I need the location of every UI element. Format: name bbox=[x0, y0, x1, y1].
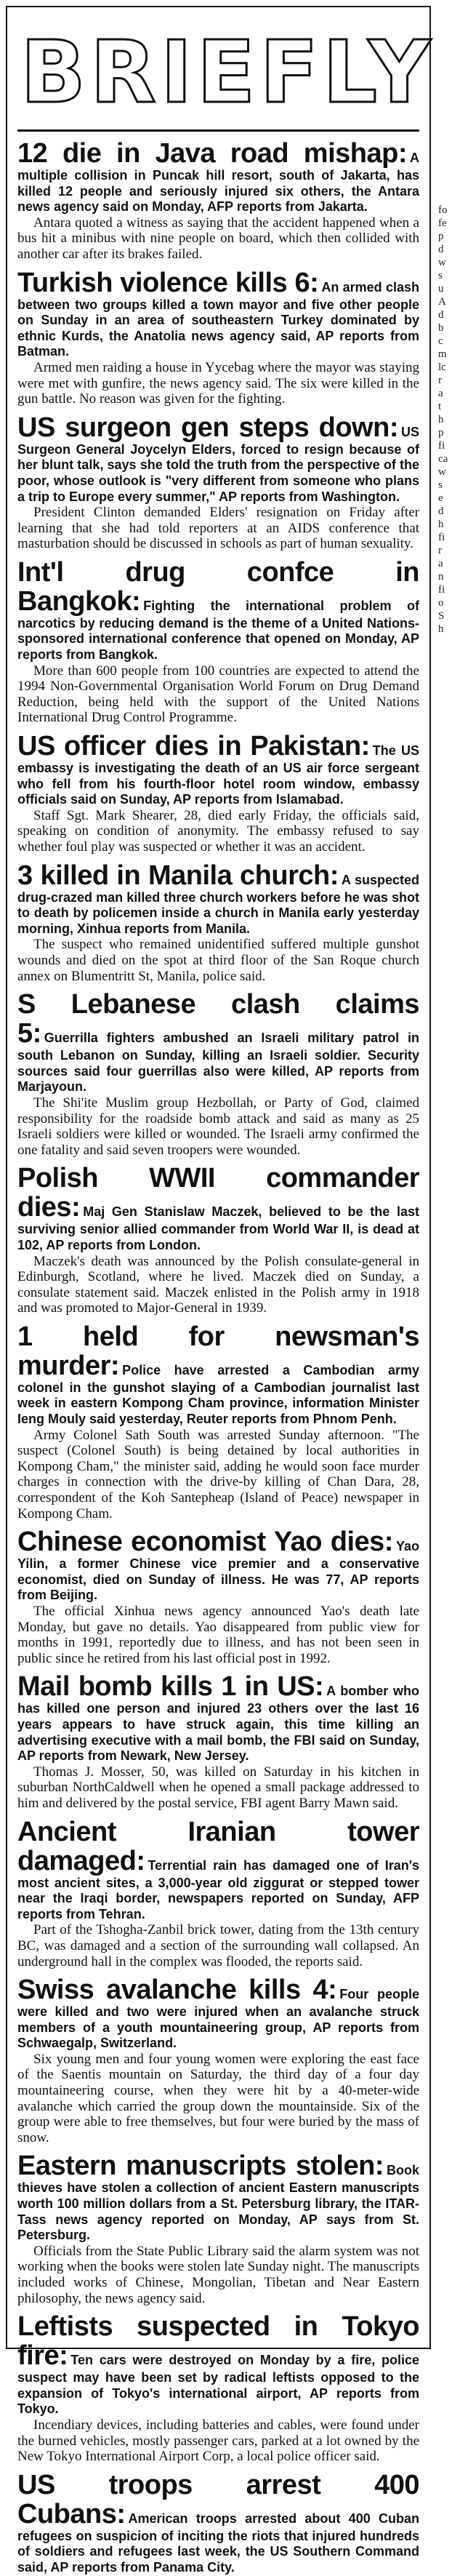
news-brief bbox=[17, 1527, 419, 1666]
brief-text: Fighting the international problem of narcotics by reducing demand is the theme of a United Nations-sponsored international conference that opened on Monday, AP reports from Bangkok. bbox=[17, 598, 419, 663]
brief-lead-paragraph bbox=[17, 2471, 419, 2576]
news-brief bbox=[17, 2312, 419, 2465]
edge-text-fragment: p bbox=[438, 231, 444, 242]
edge-text-fragment: a bbox=[438, 388, 443, 399]
news-brief bbox=[17, 2471, 419, 2576]
news-brief bbox=[17, 1322, 419, 1521]
news-brief bbox=[17, 732, 419, 855]
news-brief bbox=[17, 1672, 419, 1811]
edge-text-fragment: fi bbox=[438, 584, 445, 596]
edge-text-fragment: p bbox=[438, 427, 444, 439]
brief-headline: Ancient Iranian tower damaged: bbox=[17, 1816, 419, 1876]
edge-text-fragment: m bbox=[438, 348, 447, 360]
brief-text: Armed men raiding a house in Yycebag where the mayor was staying were met with gunfire, the news agency said. The six were killed in the gun battle. No reason was given for the fighting. bbox=[17, 359, 419, 407]
brief-paragraph bbox=[17, 1922, 419, 1969]
news-brief bbox=[17, 268, 419, 407]
edge-text-fragment: h bbox=[438, 623, 444, 635]
brief-paragraph bbox=[17, 1764, 419, 1812]
brief-text: Antara quoted a witness as saying that the accident happened when a bus hit a minibus with nine people on board, which then collided with another car after its brakes failed. bbox=[17, 215, 419, 262]
edge-text-fragment: d bbox=[438, 505, 444, 517]
brief-lead-paragraph bbox=[17, 1817, 419, 1923]
brief-paragraph bbox=[17, 360, 419, 407]
brief-paragraph bbox=[17, 1095, 419, 1158]
brief-lead-paragraph bbox=[17, 1164, 419, 1253]
edge-text-fragment: S bbox=[438, 610, 445, 622]
adjacent-column-fragment bbox=[438, 0, 460, 2355]
brief-text: President Clinton demanded Elders' resignation on Friday after learning that she had told reporters at an AIDS conference that masturbation should be discussed in schools as part of human sexuality. bbox=[17, 505, 419, 552]
edge-text-fragment: fe bbox=[438, 217, 447, 229]
brief-lead-paragraph bbox=[17, 1322, 419, 1428]
brief-paragraph bbox=[17, 1254, 419, 1316]
news-brief bbox=[17, 413, 419, 552]
brief-headline: Polish WWII commander dies: bbox=[17, 1163, 419, 1223]
brief-headline: Turkish violence kills 6: bbox=[17, 267, 319, 298]
brief-text: Officials from the State Public Library said the alarm system was not working when the books were stolen late Sunday night. The manuscripts included works of Chinese, Mongolian, Tibetan and Near Eastern philosophy, the news agency said. bbox=[17, 2243, 419, 2306]
brief-headline: Eastern manuscripts stolen: bbox=[17, 2151, 384, 2182]
edge-text-fragment: n bbox=[438, 571, 444, 583]
brief-headline: US troops arrest 400 Cubans: bbox=[17, 2469, 419, 2529]
edge-text-fragment: w bbox=[438, 466, 446, 478]
brief-paragraph bbox=[17, 505, 419, 552]
brief-text: The suspect who remained unidentified suffered multiple gunshot wounds and died on the spot at third floor of the San Roque church annex on Blumentritt St, Manila, police said. bbox=[17, 937, 419, 984]
brief-text: Police have arrested a Cambodian army colonel in the gunshot slaying of a Cambodian journalist last week in eastern Kompong Cham province, information Minister Ieng Mouly said yesterday, Reuter reports from Phnom Penh. bbox=[17, 1362, 419, 1427]
edge-text-fragment: h bbox=[438, 519, 444, 530]
brief-paragraph bbox=[17, 663, 419, 726]
brief-headline: US officer dies in Pakistan: bbox=[17, 731, 370, 762]
masthead bbox=[17, 17, 435, 127]
brief-lead-paragraph bbox=[17, 732, 419, 808]
edge-text-fragment: h bbox=[438, 414, 444, 425]
brief-text: Six young men and four young women were exploring the east face of the Saentis mountain on Saturday, the third day of a four day mountaineering course, when they were hit by a 40-meter-wide avalanche which carried the group down the mountainside. Six of the group were able to free themselves, but four were buried by the mass of snow. bbox=[17, 2051, 419, 2145]
masthead-rule bbox=[17, 129, 419, 132]
news-brief bbox=[17, 139, 419, 263]
brief-headline: Mail bomb kills 1 in US: bbox=[17, 1671, 324, 1703]
brief-text: Army Colonel Sath South was arrested Sunday afternoon. "The suspect (Colonel South) is being detained by local authorities in Kompong Cham," the minister said, adding he would soon face murder charges in connection with the drive-by killing of Chan Dara, 28, correspondent of the Koh Santepheap (Island of Peace) newspaper in Kompong Cham. bbox=[17, 1427, 419, 1521]
edge-text-fragment: r bbox=[438, 375, 442, 386]
brief-text: The Shi'ite Muslim group Hezbollah, or Party of God, claimed responsibility for the roadside bomb attack and said as many as 25 Israeli soldiers were killed or wounded. The Israeli army confirmed the one fatality and said seven troopers were wounded. bbox=[17, 1095, 419, 1158]
news-brief bbox=[17, 2151, 419, 2306]
brief-paragraph bbox=[17, 1428, 419, 1522]
brief-lead-paragraph bbox=[17, 1672, 419, 1764]
news-brief bbox=[17, 1164, 419, 1316]
edge-text-fragment: d bbox=[438, 244, 444, 255]
masthead-title: BRIEFLY bbox=[20, 22, 435, 122]
brief-text: Yao Yilin, a former Chinese vice premier and a conservative economist, died on Sunday of illness. He was 77, AP reports from Beijing. bbox=[17, 1539, 419, 1603]
brief-text: US Surgeon General Joycelyn Elders, forced to resign because of her blunt talk, says she told the truth from the perspective of the poor, whose outlook is "very different from someone who plans a trip to Europe every summer," AP reports from Washington. bbox=[17, 424, 419, 504]
brief-paragraph bbox=[17, 1604, 419, 1666]
brief-paragraph bbox=[17, 808, 419, 855]
brief-paragraph bbox=[17, 937, 419, 984]
edge-text-fragment: w bbox=[438, 257, 446, 268]
brief-text: A multiple collision in Puncak hill resort, south of Jakarta, has killed 12 people and seriously injured six others, the Antara news agency said on Monday, AFP reports from Jakarta. bbox=[17, 151, 419, 215]
edge-text-fragment: e bbox=[438, 492, 443, 504]
brief-text: An armed clash between two groups killed a town mayor and five other people on Sunday in an area of southeastern Turkey dominated by ethnic Kurds, the Anatolia news agency said, AP reports from Batman. bbox=[17, 279, 419, 359]
news-brief bbox=[17, 1975, 419, 2145]
brief-text: Terrential rain has damaged one of Iran's most ancient sites, a 3,000-year old ziggurat or stepped tower near the Iraqi border, newspapers reported on Sunday, AFP reports from Tehran. bbox=[17, 1857, 419, 1921]
news-brief bbox=[17, 861, 419, 985]
brief-headline: Int'l drug confce in Bangkok: bbox=[17, 556, 419, 617]
brief-paragraph bbox=[17, 215, 419, 263]
edge-text-fragment: lc bbox=[438, 361, 446, 373]
story-list bbox=[17, 139, 419, 2576]
brief-paragraph bbox=[17, 2417, 419, 2465]
brief-lead-paragraph bbox=[17, 2151, 419, 2243]
edge-text-fragment: o bbox=[438, 597, 444, 609]
edge-text-fragment: t bbox=[438, 401, 442, 412]
edge-text-fragment: A bbox=[438, 296, 446, 308]
brief-paragraph bbox=[17, 2052, 419, 2146]
brief-text: Maczek's death was announced by the Polish consulate-general in Edinburgh, Scotland, where he lived. Maczek died on Sunday, a consulate statement said. Maczek enlisted in the Polish army in 1918 and was promoted to Major-General in 1939. bbox=[17, 1253, 419, 1316]
brief-lead-paragraph bbox=[17, 990, 419, 1095]
brief-text: Maj Gen Stanislaw Maczek, believed to be the last surviving senior allied commander from World War II, is dead at 102, AP reports from London. bbox=[17, 1204, 419, 1252]
brief-lead-paragraph bbox=[17, 861, 419, 937]
brief-headline: Swiss avalanche kills 4: bbox=[17, 1975, 337, 2006]
brief-text: A bomber who has killed one person and injured 23 others over the last 16 years appears to have struck again, this time killing an advertising executive with a mail bomb, the FBI said on Sunday, AP reports from Newark, New Jersey. bbox=[17, 1684, 419, 1764]
brief-lead-paragraph bbox=[17, 2312, 419, 2417]
brief-headline: S Lebanese clash claims 5: bbox=[17, 989, 419, 1049]
brief-text: Four people were killed and two were injured when an avalanche struck members of a youth mountaineering group, AP reports from Schwaegalp, Switzerland. bbox=[17, 1987, 420, 2051]
brief-headline: Leftists suspected in Tokyo fire: bbox=[17, 2311, 419, 2372]
news-brief bbox=[17, 1817, 419, 1970]
brief-paragraph bbox=[17, 2244, 419, 2306]
edge-text-fragment: b bbox=[438, 322, 444, 334]
brief-lead-paragraph bbox=[17, 1975, 419, 2052]
brief-text: More than 600 people from 100 countries are expected to attend the 1994 Non-Governmental Organisation World Forum on Drug Demand Reduction, being held with the support of the United Nations International Drug Control Programme. bbox=[17, 663, 419, 726]
brief-text: Staff Sgt. Mark Shearer, 28, died early Friday, the officials said, speaking on condition of anonymity. The embassy refused to say whether foul play was suspected or whether it was an accident. bbox=[17, 807, 419, 855]
brief-headline: Chinese economist Yao dies: bbox=[17, 1527, 393, 1558]
edge-text-fragment: fi bbox=[438, 440, 445, 452]
edge-text-fragment: a bbox=[438, 558, 443, 569]
edge-text-fragment: c bbox=[438, 335, 443, 347]
brief-lead-paragraph bbox=[17, 413, 419, 505]
brief-lead-paragraph bbox=[17, 268, 419, 360]
edge-text-fragment: d bbox=[438, 309, 444, 321]
news-brief bbox=[17, 990, 419, 1158]
brief-headline: 12 die in Java road mishap: bbox=[17, 138, 407, 169]
brief-lead-paragraph bbox=[17, 1527, 419, 1604]
brief-text: A suspected drug-crazed man killed three church workers before he was shot to death by policemen inside a church in Manila early yesterday morning, Xinhua reports from Manila. bbox=[17, 872, 419, 936]
brief-text: Guerrilla fighters ambushed an Israeli military patrol in south Lebanon on Sunday, killing an Israeli soldier. Security sources said four guerrillas also were killed, AP reports from Marjayoun. bbox=[17, 1031, 419, 1095]
brief-headline: 3 killed in Manila church: bbox=[17, 860, 339, 891]
brief-headline: US surgeon gen steps down: bbox=[17, 412, 398, 443]
brief-lead-paragraph bbox=[17, 139, 419, 215]
brief-headline: 1 held for newsman's murder: bbox=[17, 1321, 419, 1381]
brief-text: The official Xinhua news agency announced Yao's death late Monday, but gave no details. Yao disappeared from public view for months in 1991, reportedly due to illness, and has not been seen in public since he retired from his last official post in 1992. bbox=[17, 1604, 419, 1666]
edge-text-fragment: s bbox=[438, 479, 443, 491]
brief-text: Part of the Tshogha-Zanbil brick tower, dating from the 13th century BC, was damaged and a section of the surrounding wall collapsed. An underground hall in the complex was flooded, the reports said. bbox=[17, 1922, 419, 1969]
brief-lead-paragraph bbox=[17, 558, 419, 663]
brief-text: Incendiary devices, including batteries and cables, were found under the burned vehicles, mostly passenger cars, parked at a lot owned by the New Tokyo International Airport Corp, a local police officer said. bbox=[17, 2417, 419, 2465]
edge-text-fragment: u bbox=[438, 283, 444, 295]
edge-text-fragment: r bbox=[438, 545, 442, 556]
edge-text-fragment: fi bbox=[438, 532, 445, 543]
edge-text-fragment: fo bbox=[438, 204, 448, 216]
edge-text-fragment: s bbox=[438, 270, 443, 281]
brief-text: Thomas J. Mosser, 50, was killed on Saturday in his kitchen in suburban NorthCaldwell when he opened a small package addressed to him and delivered by the postal service, FBI agent Barry Mawn said. bbox=[17, 1764, 419, 1811]
briefly-column bbox=[6, 6, 435, 2575]
brief-text: American troops arrested about 400 Cuban refugees on suspicion of inciting the riots that injured hundreds of soldiers and refugees last week, the US Southern Command said, AP reports from Panama City. bbox=[17, 2511, 419, 2575]
brief-text: The US embassy is investigating the death of an US air force sergeant who fell from his fourth-floor hotel room window, embassy officials said on Sunday, AP reports from Islamabad. bbox=[17, 743, 420, 807]
edge-text-fragment: ca bbox=[438, 453, 448, 465]
news-brief bbox=[17, 558, 419, 726]
brief-text: Ten cars were destroyed on Monday by a fire, police suspect may have been set by radical leftists opposed to the expansion of Tokyo's international airport, AP reports from Tokyo. bbox=[17, 2353, 419, 2417]
brief-text: Book thieves have stolen a collection of ancient Eastern manuscripts worth 100 million dollars from a St. Petersburg library, the ITAR-Tass news agency reported on Monday, AP says from St. Petersburg. bbox=[17, 2163, 419, 2243]
